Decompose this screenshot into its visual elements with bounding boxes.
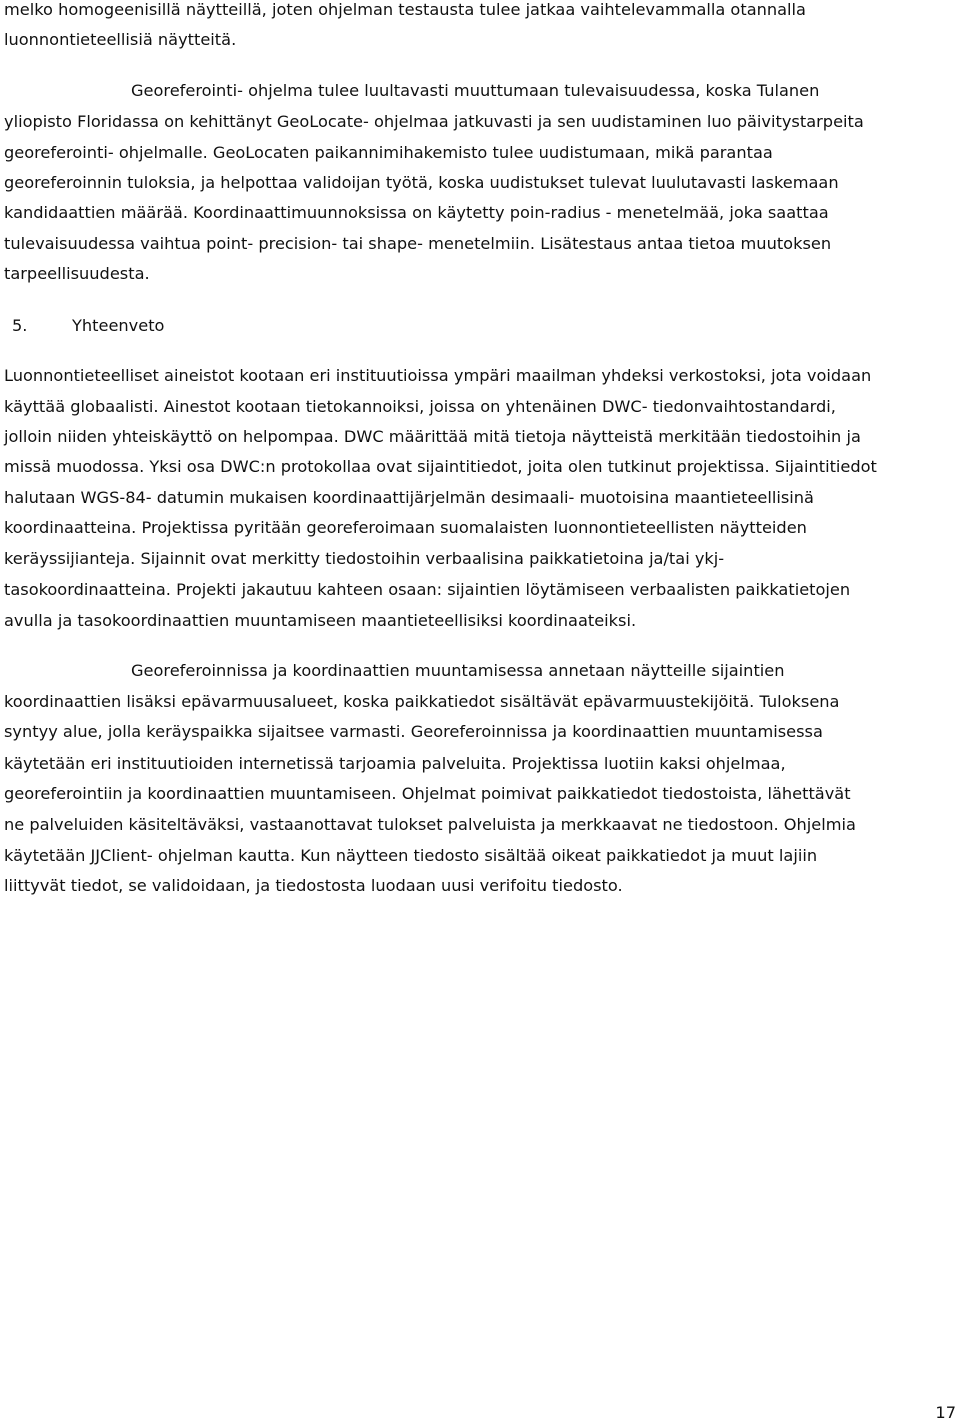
text-line: syntyy alue, jolla keräyspaikka sijaitsee varmasti. Georeferoinnissa ja koordinaattien muuntamisessa [4,722,823,741]
section-number: 5. [12,316,28,335]
text-line: koordinaattien lisäksi epävarmuusalueet, koska paikkatiedot sisältävät epävarmuustekijöitä. Tuloksena [4,692,840,711]
text-line: georeferoinnin tuloksia, ja helpottaa validoijan työtä, koska uudistukset tulevat luulutavasti laskemaan [4,173,839,192]
text-line: melko homogeenisillä näytteillä, joten ohjelman testausta tulee jatkaa vaihtelevammalla otannalla [4,0,806,19]
text-line: yliopisto Floridassa on kehittänyt GeoLocate- ohjelmaa jatkuvasti ja sen uudistaminen luo päivitystarpeita [4,112,864,131]
text-line: Luonnontieteelliset aineistot kootaan eri instituutioissa ympäri maailman yhdeksi verkostoksi, jota voidaan [4,366,872,385]
text-line: ne palveluiden käsiteltäväksi, vastaanottavat tulokset palveluista ja merkkaavat ne tiedostoon. Ohjelmia [4,815,856,834]
text-line: georeferointiin ja koordinaattien muuntamiseen. Ohjelmat poimivat paikkatiedot tiedostoista, lähettävät [4,784,851,803]
page-number: 17 [935,1403,956,1422]
text-line: missä muodossa. Yksi osa DWC:n protokollaa ovat sijaintitiedot, joita olen tutkinut projektissa. Sijaintitiedot [4,457,877,476]
text-line: Georeferointi- ohjelma tulee luultavasti muuttumaan tulevaisuudessa, koska Tulanen [131,81,820,100]
text-line: georeferointi- ohjelmalle. GeoLocaten paikannimihakemisto tulee uudistumaan, mikä parantaa [4,143,773,162]
section-title: Yhteenveto [72,316,165,335]
text-line: Georeferoinnissa ja koordinaattien muuntamisessa annetaan näytteille sijaintien [131,661,785,680]
text-line: kandidaattien määrää. Koordinaattimuunnoksissa on käytetty poin-radius - menetelmää, joka saattaa [4,203,829,222]
text-line: tasokoordinaatteina. Projekti jakautuu kahteen osaan: sijaintien löytämiseen verbaalisten paikkatietojen [4,580,851,599]
text-line: käytetään eri instituutioiden internetissä tarjoamia palveluita. Projektissa luotiin kaksi ohjelmaa, [4,754,786,773]
text-line: halutaan WGS-84- datumin mukaisen koordinaattijärjelmän desimaali- muotoisina maantieteellisinä [4,488,814,507]
text-line: käytetään JJClient- ohjelman kautta. Kun näytteen tiedosto sisältää oikeat paikkatiedot ja muut lajiin [4,846,818,865]
text-line: luonnontieteellisiä näytteitä. [4,30,237,49]
text-line: koordinaatteina. Projektissa pyritään georeferoimaan suomalaisten luonnontieteellisten näytteiden [4,518,807,537]
text-line: tarpeellisuudesta. [4,264,150,283]
text-line: jolloin niiden yhteiskäyttö on helpompaa. DWC määrittää mitä tietoja näytteistä merkitään tiedostoihin ja [4,427,861,446]
text-line: liittyvät tiedot, se validoidaan, ja tiedostosta luodaan uusi verifoitu tiedosto. [4,876,623,895]
text-line: avulla ja tasokoordinaattien muuntamiseen maantieteellisiksi koordinaateiksi. [4,611,637,630]
text-line: käyttää globaalisti. Ainestot kootaan tietokannoiksi, joissa on yhtenäinen DWC- tiedonvaihtostandardi, [4,397,836,416]
text-line: tulevaisuudessa vaihtua point- precision- tai shape- menetelmiin. Lisätestaus antaa tietoa muutoksen [4,234,832,253]
text-line: keräyssijianteja. Sijainnit ovat merkitty tiedostoihin verbaalisina paikkatietoina ja/tai ykj- [4,549,725,568]
